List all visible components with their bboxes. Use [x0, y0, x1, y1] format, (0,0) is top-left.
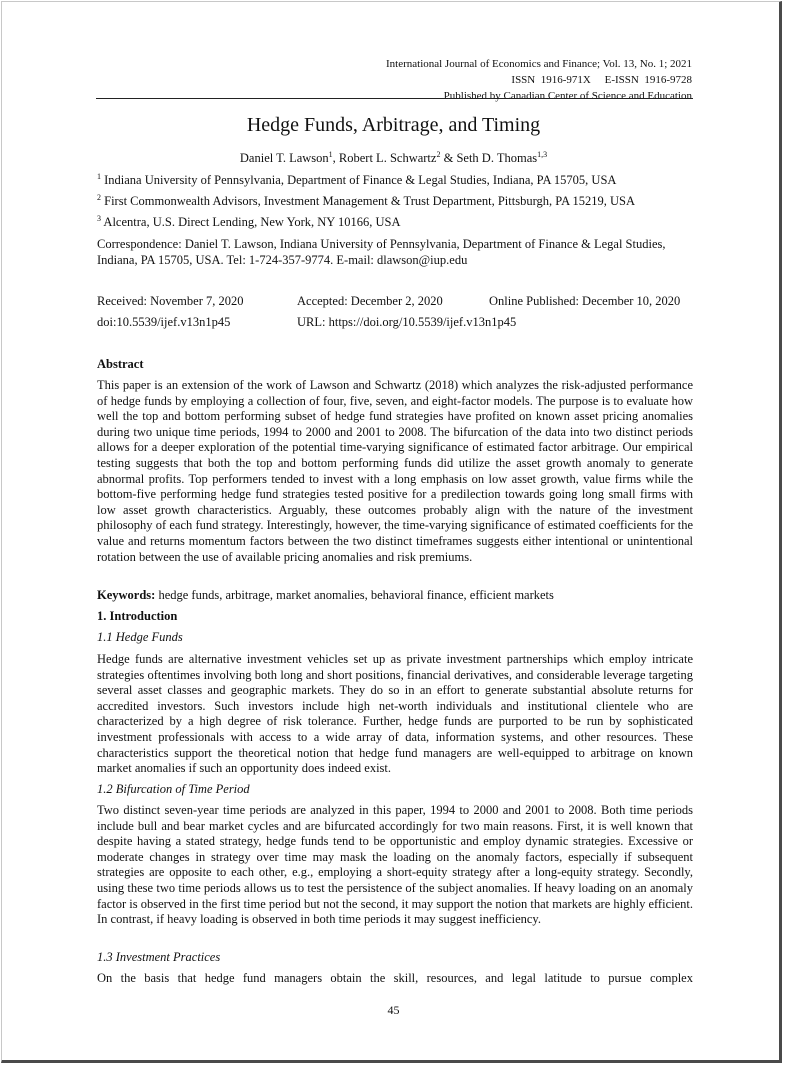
author-separator: ,	[332, 151, 339, 165]
author-list	[0, 151, 787, 166]
keywords-label: Keywords:	[97, 588, 156, 602]
author-name: Seth D. Thomas	[456, 151, 538, 165]
subsection-heading: 1.3 Investment Practices	[97, 950, 221, 964]
abstract-text: This paper is an extension of the work of Lawson and Schwartz (2018) which analyzes the risk-adjusted performance of hedge funds by employing a collection of four, five, seven, and eight-factor models. The purpose is to evaluate how well the top and bottom performing subset of hedge fund strategies have profited on known asset pricing anomalies during two unique time periods, 1994 to 2000 and 2001 to 2008. The bifurcation of the data into two distinct periods allows for a deeper exploration of the potential time-varying significance of estimated factor arbitrage. Our empirical testing suggests that both the top and bottom performing funds did utilize the asset growth anomaly to generate abnormal profits. Top performers tended to invest with a long emphasis on low asset growth, value firms while the bottom-five performing hedge fund strategies tested positive for a predilection towards going long small firms with low asset growth characteristics. Arguably, these outcomes probably align with the nature of the investment philosophy of each fund strategy. Interestingly, however, the time-varying significance of estimated coefficients for the value and returns momentum factors between the two distinct timeframes suggests either intentional or unintentional rotation between the use of available pricing anomalies and risk premiums.	[97, 378, 693, 564]
keywords-text: hedge funds, arbitrage, market anomalies, behavioral finance, efficient markets	[155, 588, 554, 602]
affiliation-number: 1	[97, 171, 101, 181]
paper-title: Hedge Funds, Arbitrage, and Timing	[246, 114, 541, 136]
paragraph: Two distinct seven-year time periods are analyzed in this paper, 1994 to 2000 and 2001 to 2008. Both time periods include bull and bear market cycles and are bifurcated accordingly for two main reasons. First, it is well known that despite having a stated strategy, hedge funds tend to be opportunistic and employ dynamic strategies. Excessive or moderate changes in strategy over time may mask the loading on the anomaly factors, especially if subsequent strategies are opposite to each other, e.g., employing a short-equity strategy after a long-equity strategy. Secondly, using these two time periods allows us to test the persistence of the subject anomalies. If heavy loading on an anomaly factor is observed in the first time period but not the second, it may support the notion that markets are highly efficient. In contrast, if heavy loading is observed in both time periods it may suggest inefficiency.	[97, 803, 693, 927]
affiliation-number: 2	[97, 192, 101, 202]
url-link[interactable]: URL: https://doi.org/10.5539/ijef.v13n1p45	[297, 315, 517, 329]
author-name: Daniel T. Lawson	[239, 151, 329, 165]
journal-publisher: Published by Canadian Center of Science and Education	[443, 90, 692, 102]
accepted-date: Accepted: December 2, 2020	[297, 294, 443, 308]
paragraph: On the basis that hedge fund managers obtain the skill, resources, and legal latitude to pursue complex	[97, 971, 693, 985]
subsection-heading: 1.2 Bifurcation of Time Period	[97, 782, 250, 796]
keywords	[97, 588, 554, 603]
affiliation-1	[97, 173, 616, 188]
author-name: Robert L. Schwartz	[338, 151, 437, 165]
author-separator: &	[440, 151, 457, 165]
correspondence-line: Correspondence: Daniel T. Lawson, Indiana University of Pennsylvania, Department of Finance & Legal Studies,	[97, 237, 666, 251]
section-heading: 1. Introduction	[97, 609, 178, 623]
page-number: 45	[387, 1003, 400, 1017]
doi[interactable]: doi:10.5539/ijef.v13n1p45	[97, 315, 231, 329]
journal-header	[386, 56, 692, 104]
received-date: Received: November 7, 2020	[97, 294, 244, 308]
abstract-heading: Abstract	[97, 357, 144, 371]
affiliation-text: First Commonwealth Advisors, Investment Management & Trust Department, Pittsburgh, PA 15219, USA	[101, 194, 636, 208]
journal-citation: International Journal of Economics and Finance; Vol. 13, No. 1; 2021	[385, 58, 692, 70]
author-superscript: 1,3	[537, 149, 548, 159]
affiliation-text: Indiana University of Pennsylvania, Department of Finance & Legal Studies, Indiana, PA 15705, USA	[101, 173, 617, 187]
correspondence-line: Indiana, PA 15705, USA. Tel: 1-724-357-9774. E-mail: dlawson@iup.edu	[97, 253, 468, 267]
journal-issn: ISSN 1916-971X E-ISSN 1916-9728	[511, 74, 692, 86]
subsection-heading: 1.1 Hedge Funds	[97, 630, 183, 644]
correspondence	[97, 236, 693, 268]
affiliation-number: 3	[97, 213, 101, 223]
affiliation-text: Alcentra, U.S. Direct Lending, New York, NY 10166, USA	[101, 215, 401, 229]
header-rule	[96, 98, 693, 99]
affiliation-2	[97, 194, 635, 209]
author-superscript: 2	[436, 149, 441, 159]
paragraph: Hedge funds are alternative investment vehicles set up as private investment partnerships which employ intricate strategies oftentimes involving both long and short positions, financial derivatives, and considerable leverage targeting several asset classes and geographic markets. They do so in an effort to generate substantial absolute returns for accredited investors. Such investors include high net-worth individuals and institutional clientele who are characterized by a high degree of risk tolerance. Further, hedge funds are purported to be run by sophisticated investment professionals with access to a wide array of data, information systems, and other resources. These characteristics support the theoretical notion that hedge fund managers are well-equipped to arbitrage on known market anomalies if such an opportunity does indeed exist.	[97, 652, 693, 776]
affiliation-3	[97, 215, 401, 230]
published-date: Online Published: December 10, 2020	[489, 294, 681, 308]
author-superscript: 1	[328, 149, 333, 159]
